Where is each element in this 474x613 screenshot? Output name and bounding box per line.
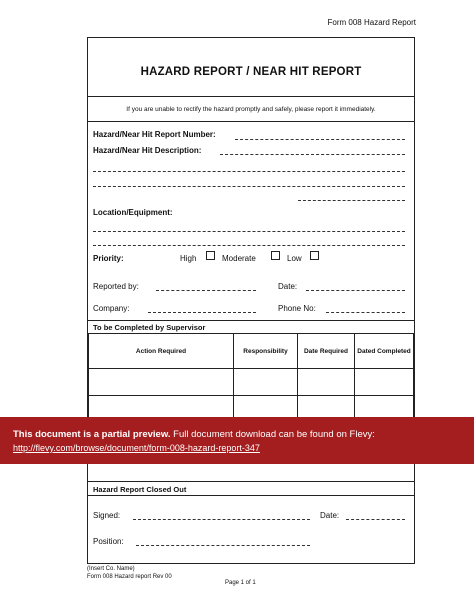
description-line[interactable] (93, 186, 405, 187)
date-label: Date: (278, 282, 298, 291)
position-label: Position: (93, 537, 124, 546)
company-label: Company: (93, 304, 130, 313)
table-cell[interactable] (298, 369, 355, 396)
description-line[interactable] (220, 154, 405, 155)
col-action-required: Action Required (89, 334, 234, 369)
closed-date-label: Date: (320, 511, 340, 520)
divider (88, 481, 414, 482)
footer-revision: Form 008 Hazard report Rev 00 (87, 574, 172, 580)
priority-low-label: Low (287, 254, 302, 263)
divider (88, 495, 414, 496)
phone-line[interactable] (326, 312, 405, 313)
date-line[interactable] (306, 290, 405, 291)
preview-notice (13, 429, 474, 440)
closed-date-line[interactable] (346, 519, 405, 520)
reported-by-label: Reported by: (93, 282, 139, 291)
form-number-label: Form 008 Hazard Report (327, 18, 416, 27)
report-number-label: Hazard/Near Hit Report Number: (93, 130, 216, 139)
phone-label: Phone No: (278, 304, 316, 313)
preview-notice-bold: This document is a partial preview. (13, 429, 171, 440)
footer-page: Page 1 of 1 (225, 580, 256, 586)
intro-text: If you are unable to rectify the hazard promptly and safely, please report it immediately. (126, 106, 376, 113)
form-title: HAZARD REPORT / NEAR HIT REPORT (140, 66, 362, 78)
divider (88, 96, 414, 97)
description-line[interactable] (93, 171, 405, 172)
table-cell[interactable] (234, 369, 298, 396)
location-label: Location/Equipment: (93, 208, 173, 217)
footer-company: (Insert Co. Name) (87, 566, 135, 572)
col-responsibility: Responsibility (234, 334, 298, 369)
priority-low-checkbox[interactable] (310, 251, 319, 260)
location-line[interactable] (93, 231, 405, 232)
location-line[interactable] (93, 245, 405, 246)
priority-moderate-label: Moderate (222, 254, 256, 263)
closed-out-title: Hazard Report Closed Out (93, 485, 187, 494)
description-line[interactable] (298, 200, 405, 201)
table-cell[interactable] (89, 369, 234, 396)
preview-banner (0, 417, 474, 464)
priority-high-checkbox[interactable] (206, 251, 215, 260)
hazard-report-form (87, 37, 415, 564)
action-table (88, 333, 414, 426)
preview-download-link[interactable]: http://flevy.com/browse/document/form-008-hazard-report-347 (13, 443, 260, 453)
preview-notice-text: Full document download can be found on Flevy: (173, 429, 375, 440)
report-number-line[interactable] (235, 139, 405, 140)
divider (88, 320, 414, 321)
priority-high-label: High (180, 254, 197, 263)
signed-line[interactable] (133, 519, 310, 520)
table-cell[interactable] (355, 369, 414, 396)
position-line[interactable] (136, 545, 310, 546)
col-date-required: Date Required (298, 334, 355, 369)
divider (88, 121, 414, 122)
priority-label: Priority: (93, 254, 124, 263)
signed-label: Signed: (93, 511, 121, 520)
description-label: Hazard/Near Hit Description: (93, 146, 202, 155)
company-line[interactable] (148, 312, 256, 313)
col-date-completed: Dated Completed (355, 334, 414, 369)
priority-moderate-checkbox[interactable] (271, 251, 280, 260)
reported-by-line[interactable] (156, 290, 256, 291)
supervisor-section-title: To be Completed by Supervisor (93, 323, 206, 332)
